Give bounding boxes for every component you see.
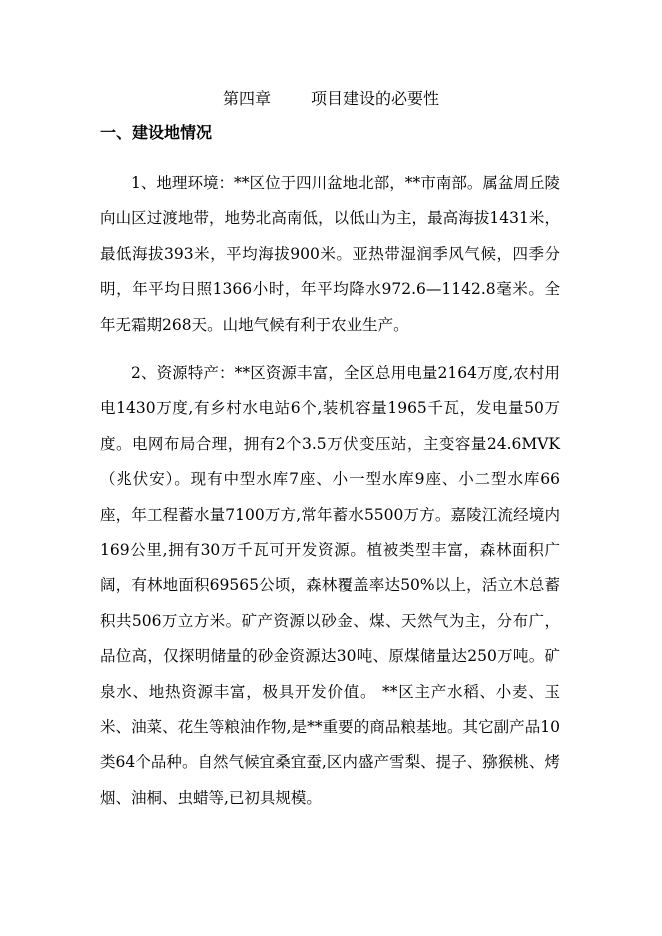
chapter-number: 第四章: [222, 89, 271, 108]
chapter-title: [0, 88, 662, 110]
chapter-title-text: 项目建设的必要性: [311, 89, 440, 108]
section-heading: 一、建设地情况: [100, 123, 213, 142]
paragraph-resources: 2、资源特产：**区资源丰富，全区总用电量2164万度,农村用电1430万度,有乡村水电站6个,装机容量1965千瓦，发电量50万度。电网布局合理，拥有2个3.5万伏变压站，主变容量24.6MVK（兆伏安）。现有中型水库7座、小一型水库9座、小二型水库66座，年工程蓄水量7100万方,常年蓄水5500万方。嘉陵江流经境内169公里,拥有30万千瓦可开发资源。植被类型丰富，森林面积广阔，有林地面积69565公顷，森林覆盖率达50%以上，活立木总蓄积共506万立方米。矿产资源以砂金、煤、天然气为主，分布广，品位高，仅探明储量的砂金资源达30吨、原煤储量达250万吨。矿泉水、地热资源丰富，极具开发价值。 **区主产水稻、小麦、玉米、油菜、花生等粮油作物,是**重要的商品粮基地。其它副产品10类64个品种。自然气候宜桑宜蚕,区内盛产雪梨、提子、猕猴桃、烤烟、油桐、虫蜡等,已初具规模。: [100, 364, 560, 807]
paragraph-geography: 1、地理环境：**区位于四川盆地北部，**市南部。属盆周丘陵向山区过渡地带，地势北高南低，以低山为主，最高海拔1431米，最低海拔393米，平均海拔900米。亚热带湿润季风气候，四季分明，年平均日照1366小时，年平均降水972.6—1142.8毫米。全年无霜期268天。山地气候有利于农业生产。: [100, 174, 560, 334]
